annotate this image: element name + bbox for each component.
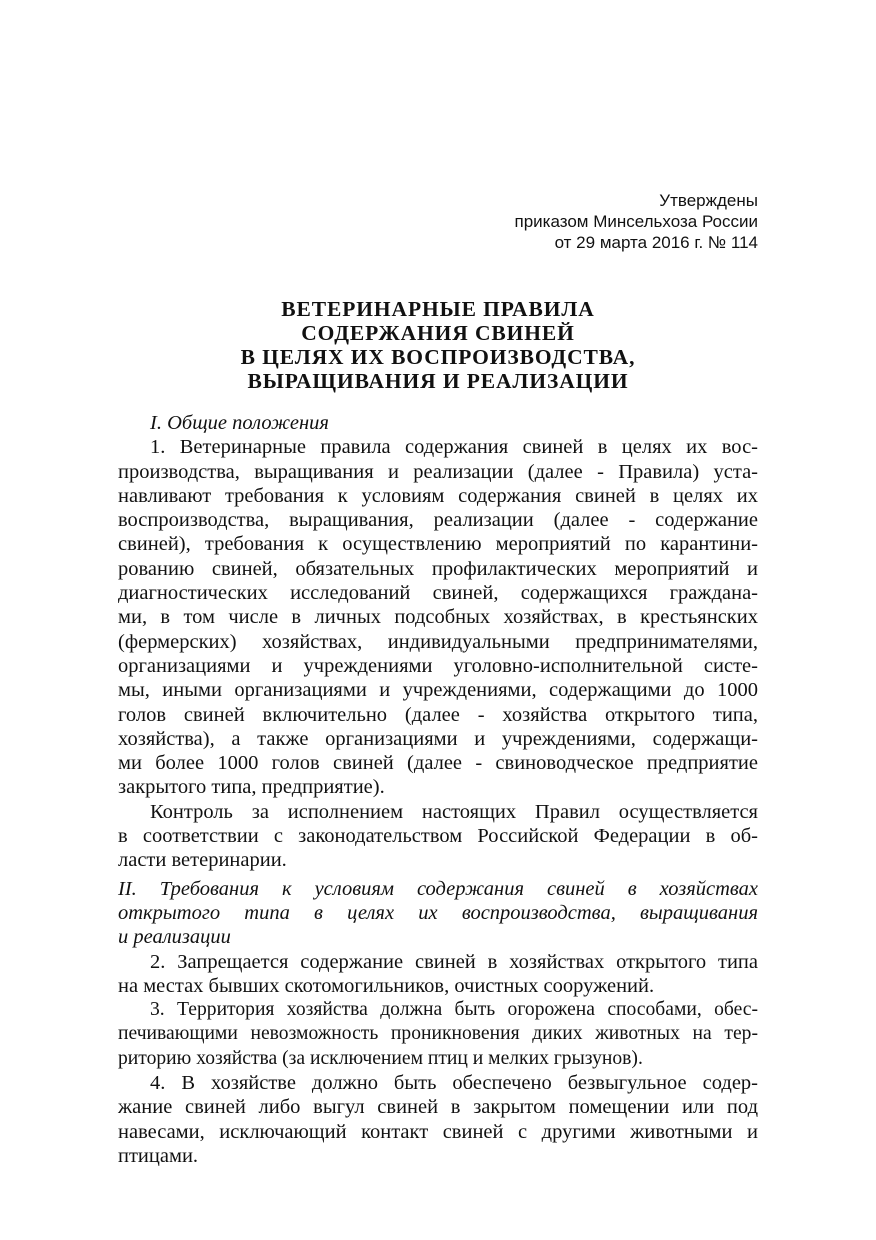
title-line: СОДЕРЖАНИЯ СВИНЕЙ <box>301 321 575 345</box>
document-title <box>118 297 758 393</box>
heading-line: и реализации <box>118 926 231 949</box>
text-line: 1. Ветеринарные правила содержания свиней в целях их вос- <box>150 436 758 459</box>
text-line: 3. Территория хозяйства должна быть огорожена способами, обес- <box>150 999 758 1021</box>
paragraph-3 <box>118 998 758 1071</box>
text-line: производства, выращивания и реализации (далее - Правила) уста- <box>118 460 758 483</box>
text-line: риторию хозяйства (за исключением птиц и мелких грызунов). <box>118 1047 643 1069</box>
approval-block <box>515 190 759 253</box>
section-2-heading <box>118 877 758 950</box>
text-line: (фермерских) хозяйствах, индивидуальными предпринимателями, <box>118 630 758 653</box>
text-line: навливают требования к условиям содержания свиней в целях их <box>118 484 758 507</box>
text-line: навесами, исключающий контакт свиней с другими животными и <box>118 1120 758 1143</box>
text-line: ми более 1000 голов свиней (далее - свиноводческое предприятие <box>118 752 758 775</box>
title-line: В ЦЕЛЯХ ИХ ВОСПРОИЗВОДСТВА, <box>240 345 636 369</box>
paragraph-2 <box>118 950 758 999</box>
approval-line: от 29 марта 2016 г. № 114 <box>554 233 758 252</box>
paragraph-1 <box>118 435 758 799</box>
approval-line: Утверждены <box>659 191 758 210</box>
text-line: в соответствии с законодательством Российской Федерации в об- <box>118 825 758 848</box>
paragraph-control <box>118 800 758 873</box>
text-line: хозяйства), а также организациями и учреждениями, содержащи- <box>118 727 758 750</box>
text-line: воспроизводства, выращивания, реализации (далее - содержание <box>118 509 758 532</box>
text-line: свиней), требования к осуществлению мероприятий по карантини- <box>118 533 758 556</box>
text-line: жание свиней либо выгул свиней в закрытом помещении или под <box>118 1096 758 1119</box>
text-line: птицами. <box>118 1144 199 1167</box>
text-line: мы, иными организациями и учреждениями, содержащими до 1000 <box>118 679 758 702</box>
text-line: Контроль за исполнением настоящих Правил осуществляется <box>150 800 758 823</box>
text-line: рованию свиней, обязательных профилактических мероприятий и <box>118 557 758 580</box>
heading-line: открытого типа в целях их воспроизводства, выращивания <box>118 901 758 924</box>
document-body <box>118 411 758 1168</box>
title-line: ВЫРАЩИВАНИЯ И РЕАЛИЗАЦИИ <box>247 369 629 393</box>
text-line: 4. В хозяйстве должно быть обеспечено безвыгульное содер- <box>150 1072 758 1095</box>
text-line: диагностических исследований свиней, содержащихся граждана- <box>118 582 758 605</box>
title-line: ВЕТЕРИНАРНЫЕ ПРАВИЛА <box>281 297 595 321</box>
text-line: ми, в том числе в личных подсобных хозяйствах, в крестьянских <box>118 606 758 629</box>
text-line: ласти ветеринарии. <box>118 849 287 872</box>
heading-line: II. Требования к условиям содержания свиней в хозяйствах <box>118 877 758 900</box>
text-line: голов свиней включительно (далее - хозяйства открытого типа, <box>118 703 758 726</box>
text-line: 2. Запрещается содержание свиней в хозяйствах открытого типа <box>150 950 758 973</box>
paragraph-4 <box>118 1071 758 1168</box>
section-1-heading: I. Общие положения <box>150 412 329 434</box>
approval-line: приказом Минсельхоза России <box>514 212 758 231</box>
text-line: закрытого типа, предприятие). <box>118 776 385 799</box>
text-line: организациями и учреждениями уголовно-исполнительной систе- <box>118 654 758 677</box>
text-line: на местах бывших скотомогильников, очистных сооружений. <box>118 974 655 997</box>
text-line: печивающими невозможность проникновения диких животных на тер- <box>118 1023 758 1045</box>
